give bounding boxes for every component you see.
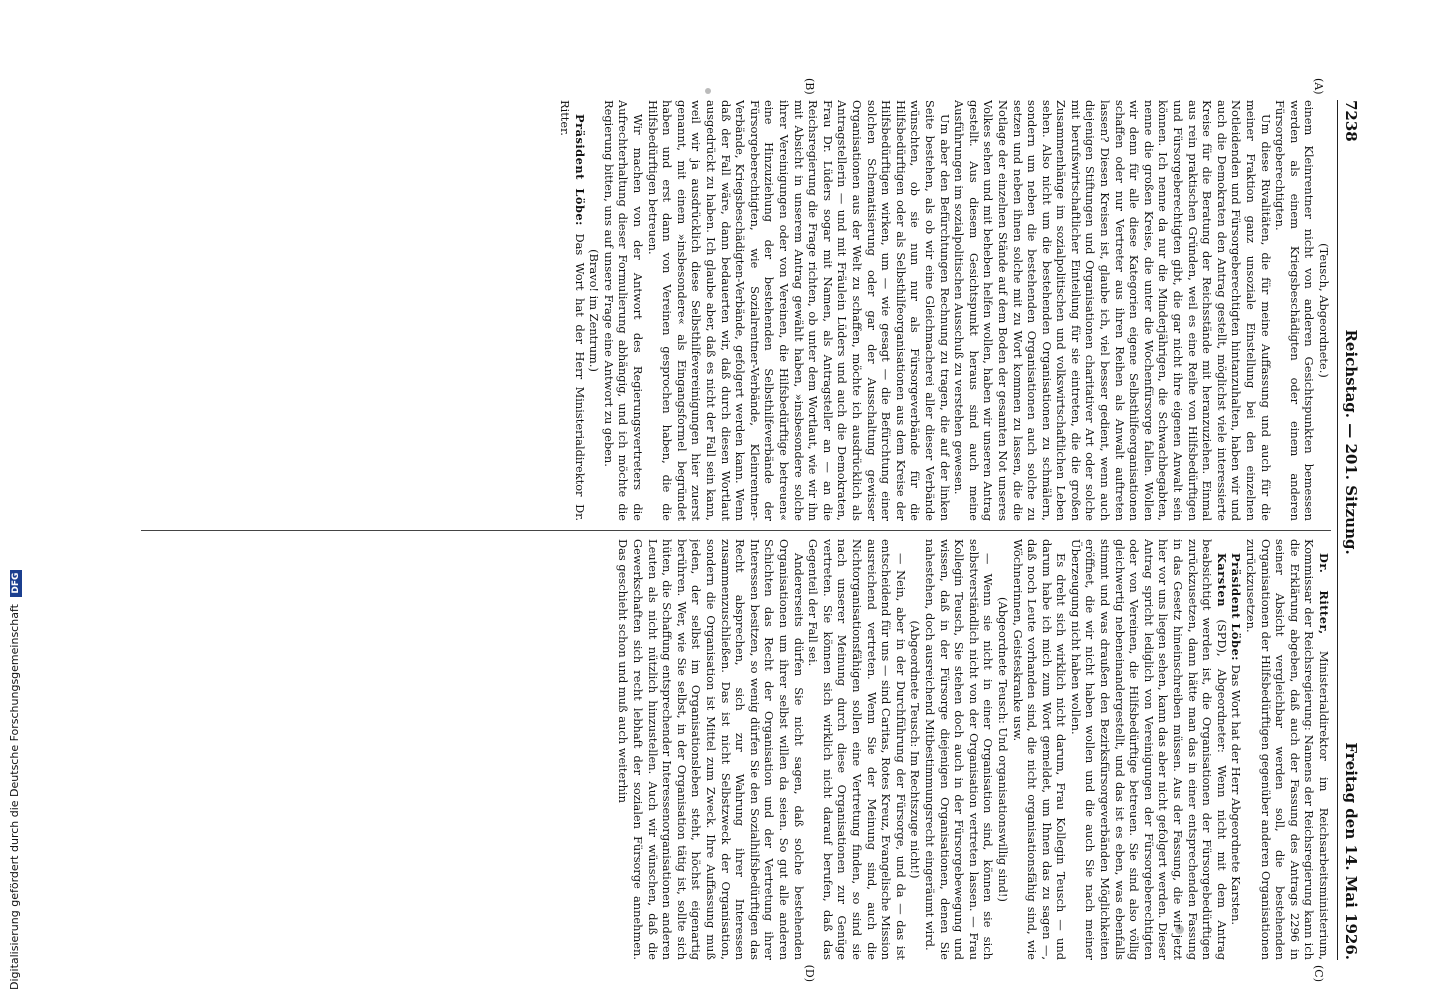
digitization-credit bbox=[8, 570, 22, 990]
session-date: Freitag den 14. Mai 1926. bbox=[1342, 742, 1360, 960]
text-columns bbox=[141, 78, 1331, 982]
paragraph: Andererseits dürfen Sie nicht sagen, daß solche bestehenden Organisationen um ihrer selbst willen da seien. So gut alle anderen Schichten das Recht der Organisation und der Vertretung ihrer Interessen besitzen, so wenig dürfen Sie den Sozialhilfsbedürftigen das Recht absprechen, sich zur Wahrung ihrer Interessen zusammenzuschließen. Das ist nicht Selbstzweck der Organisation, sondern die Organisation ist Mittel zum Zweck. Ihre Auffassung muß jeden, der selbst im Organisationsleben steht, höchst eigenartig berühren. Wer, wie Sie selbst, in der Organisation tätig ist, sollte sich hüten, die Schaffung entsprechender Interessenorganisationen anderen Leuten als nicht nützlich hinzustellen. Auch wir wünschen, daß die Gewerkschaften sich recht lebhaft der sozialen Fürsorge annehmen. Das geschieht schon und muß auch weiterhin bbox=[616, 539, 806, 960]
interjection: (Abgeordnete Teusch: Und organisationswillig sind!) bbox=[995, 597, 1010, 902]
speaker-name: Karsten bbox=[1214, 553, 1229, 607]
speaker-text: (SPD), Abgeordneter: Wenn nicht mit dem Antrag beabsichtigt werden ist, die Organisationen der Fürsorgebedürftigen zurückzusetzen, dann hätte man das in einer entsprechenden Fassung in das Gesetz hineinschreiben müssen. Aus der Fassung, die wir jetzt hier vor uns liegen sehen, kann das aber nicht gefolgert werden. Dieser Antrag spricht lediglich von Vereinigungen der Fürsorgeberechtigten oder von Vereinen, die Hilfsbedürftige betreuen. Sie sind also völlig gleichwertig nebeneinandergestellt, und das ist es eben, was ebenfalls stimmt und was draußen den Bezirksfürsorgeverbänden Möglichkeiten eröffnet, die wir nicht haben wollen und die auch Sie nach meiner Überzeugung nicht haben wollen. bbox=[1068, 539, 1229, 960]
speaker-name: Dr. Ritter, bbox=[1317, 553, 1331, 635]
paragraph: Um diese Rivalitäten, die für meine Auffassung und auch für die meiner Fraktion ganz unsoziale Einstellung bei den einzelnen Notleidenden und Fürsorgeberechtigten hintanzuhalten, haben wir und auch die Demokraten den Antrag gestellt, möglichst viele interessierte Kreise für die Beratung der Reichsstände mit heranzuziehen. Einmal aus rein praktischen Gründen, weil es eine Reihe von Hilfsbedürftigen und Fürsorgeberechtigten gibt, die gar nicht ihre eigenen Anwalt sein können. Ich nenne da nur die Minderjährigen, die Schwachbegabten, nenne die großen Kreise, die unter die Wochenfürsorge fallen. Wollen wir denn für alle diese Kategorien eigene Selbsthilfeorganisationen schaffen oder nur Vertreter aus ihren Reihen als Anwalt auftreten lassen? Diesen Kreisen ist, glaube ich, viel besser gedient, wenn auch diejenigen Stiftungen und Organisationen charitativer Art oder solche mit berufswirtschaftlicher Einteilung für sie eintreten, die die großen Zusammenhänge im sozialpolitischen und volkswirtschaftlichen Leben sehen. Also nicht um die bestehenden Organisationen zu schmälern, sondern um neben die bestehenden Organisationen auch solche zu setzen und neben ihnen solche mit zu Wort kommen zu lassen, die die Notlage der einzelnen Stände auf dem Boden der gesamten Not unseres Volkes sehen und mit beheben helfen wollen, haben wir unseren Antrag gestellt. Aus diesem Gesichtspunkt heraus sind auch meine Ausführungen im sozialpolitischen Ausschuß zu verstehen gewesen. bbox=[952, 100, 1273, 521]
page-number: 7238 bbox=[1342, 100, 1360, 142]
speaker-paragraph bbox=[1068, 539, 1229, 960]
speaker-text: Das Wort hat der Herr Ministerialdirektor Dr. Ritter. bbox=[558, 100, 587, 521]
margin-mark-c: (C) bbox=[1312, 965, 1325, 982]
right-column bbox=[141, 539, 1331, 960]
speaker-name: Präsident Löbe: bbox=[572, 114, 587, 226]
paragraph: einem Kleinrentner nicht von anderen Gesichtspunkten bemessen werden als einem Kriegsbeschädigten oder einem anderen Fürsorgeberechtigten. bbox=[1273, 100, 1317, 521]
left-column bbox=[141, 100, 1331, 521]
margin-mark-a: (A) bbox=[1312, 78, 1325, 95]
interjection: (Bravo! im Zentrum.) bbox=[587, 249, 602, 372]
speaker-continuation: (Teusch, Abgeordnete.) bbox=[1317, 243, 1331, 378]
margin-mark-b: (B) bbox=[803, 78, 816, 95]
speaker-paragraph bbox=[1229, 539, 1244, 960]
paragraph: — Nein, aber in der Durchführung der Fürsorge, und da — das ist entscheidend für uns — sind Caritas, Rotes Kreuz, Evangelische Mission ausreichend vertreten. Wenn Sie der Meinung sind, auch die Nichtorganisationsfähigen sollen eine Vertretung finden, so sind sie nach unserer Meinung durch diese Organisationen zur Genüge vertreten. Sie können sich wirklich nicht darauf berufen, daß das Gegenteil der Fall sei. bbox=[806, 539, 908, 960]
speaker-text: Ministerialdirektor im Reichsarbeitsministerium, Kommissar der Reichsregierung: Namens der Reichsregierung kann ich die Erklärung abgeben, daß auch der Fassung des Antrags 2296 in seiner Absicht vergleichbar werden soll, die bestehenden Organisationen der Hilfsbedürftigen gegenüber anderen Organisationen zurückzusetzen. bbox=[1244, 539, 1331, 960]
paragraph: — Wenn sie nicht in einer Organisation sind, können sie sich selbstverständlich nicht von der Organisation vertreten lassen. — Frau Kollegin Teusch, Sie stehen doch auch in der Fürsorgebewegung und wissen, daß in der Fürsorge diejenigen Organisationen, denen Sie nahestehen, doch ausreichend Mitbestimmungsrecht eingeräumt wird. bbox=[922, 539, 996, 960]
margin-mark-d: (D) bbox=[803, 964, 816, 982]
scan-blot bbox=[705, 88, 711, 94]
paragraph: Wir machen von der Antwort des Regierungsvertreters die Aufrechterhaltung dieser Formulierung abhängig, und ich möchte die Regierung bitten, uns auf unsere Frage eine Antwort zu geben. bbox=[601, 100, 646, 521]
paragraph: Um aber den Befürchtungen Rechnung zu tragen, die auf der linken Seite bestehen, als ob wir eine Gleichmacherei aller dieser Verbände wünschten, ob sie nun nur als Fürsorgeverbände für die Hilfsbedürftigen oder als Selbsthilfeorganisationen aus dem Kreise der Hilfsbedürftigen wirken, um — wie gesagt — die Befürchtung einer solchen Schematisierung oder gar der Ausschaltung gewisser Organisationen aus der Welt zu schaffen, möchte ich ausdrücklich als Antragstellerin — und mit Fräulein Lüders und auch die Demokraten, Frau Dr. Lüders sogar mit Namen, als Antragsteller an — an die Reichsregierung die Frage richten, ob unter dem Wortlaut, wie wir ihn mit Absicht in unserem Antrag gewählt haben, »insbesondere solche ihrer Vereinigungen oder von Vereinen, die Hilfsbedürftige betreuen« eine Hinzuziehung der bestehenden Selbsthilfeverbände der Fürsorgeberechtigten, wie Sozialrentner-Verbände, Kleinrentner-Verbände, Kriegsbeschädigten-Verbände, gefolgert werden kann. Wenn daß der Fall wäre, dann bedauerten wir, daß durch diesen Wortlaut ausgedrückt zu haben. Ich glaube aber, daß es nicht der Fall sein kann, weil wir ja ausdrücklich diese Selbsthilfevereinigungen hier zuerst genannt, mit einem »insbesondere« als Eingangsformel begründet haben und erst dann von Vereinen gesprochen haben, die die Hilfsbedürftigen betreuen. bbox=[645, 100, 952, 521]
column-divider bbox=[141, 530, 1331, 531]
speaker-name: Präsident Löbe: bbox=[1229, 553, 1244, 661]
interjection: (Abgeordnete Teusch: Im Rechtszuge nicht!) bbox=[908, 620, 923, 879]
dfg-logo: DFG bbox=[10, 570, 22, 597]
publication-title: Reichstag. — 201. Sitzung. bbox=[1342, 329, 1360, 555]
digitization-credit-text: Digitalisierung gefördert durch die Deutsche Forschungsgemeinschaft bbox=[8, 604, 21, 990]
paragraph: Es dreht sich wirklich nicht darum, Frau Kollegin Teusch — und darum habe ich mich zum Wort gemeldet, um Ihnen das zu sagen —, daß noch Leute vorhanden sind, die nicht organisationsfähig sind, wie Wöchnerinnen, Geisteskranke usw. bbox=[1010, 539, 1069, 960]
page-header bbox=[1337, 100, 1360, 960]
document-page bbox=[120, 78, 1360, 982]
speaker-paragraph bbox=[1243, 539, 1331, 960]
speaker-paragraph bbox=[558, 100, 587, 521]
speaker-text: Das Wort hat der Herr Abgeordnete Karsten. bbox=[1229, 664, 1244, 926]
digitization-credit-strip bbox=[0, 0, 22, 1000]
